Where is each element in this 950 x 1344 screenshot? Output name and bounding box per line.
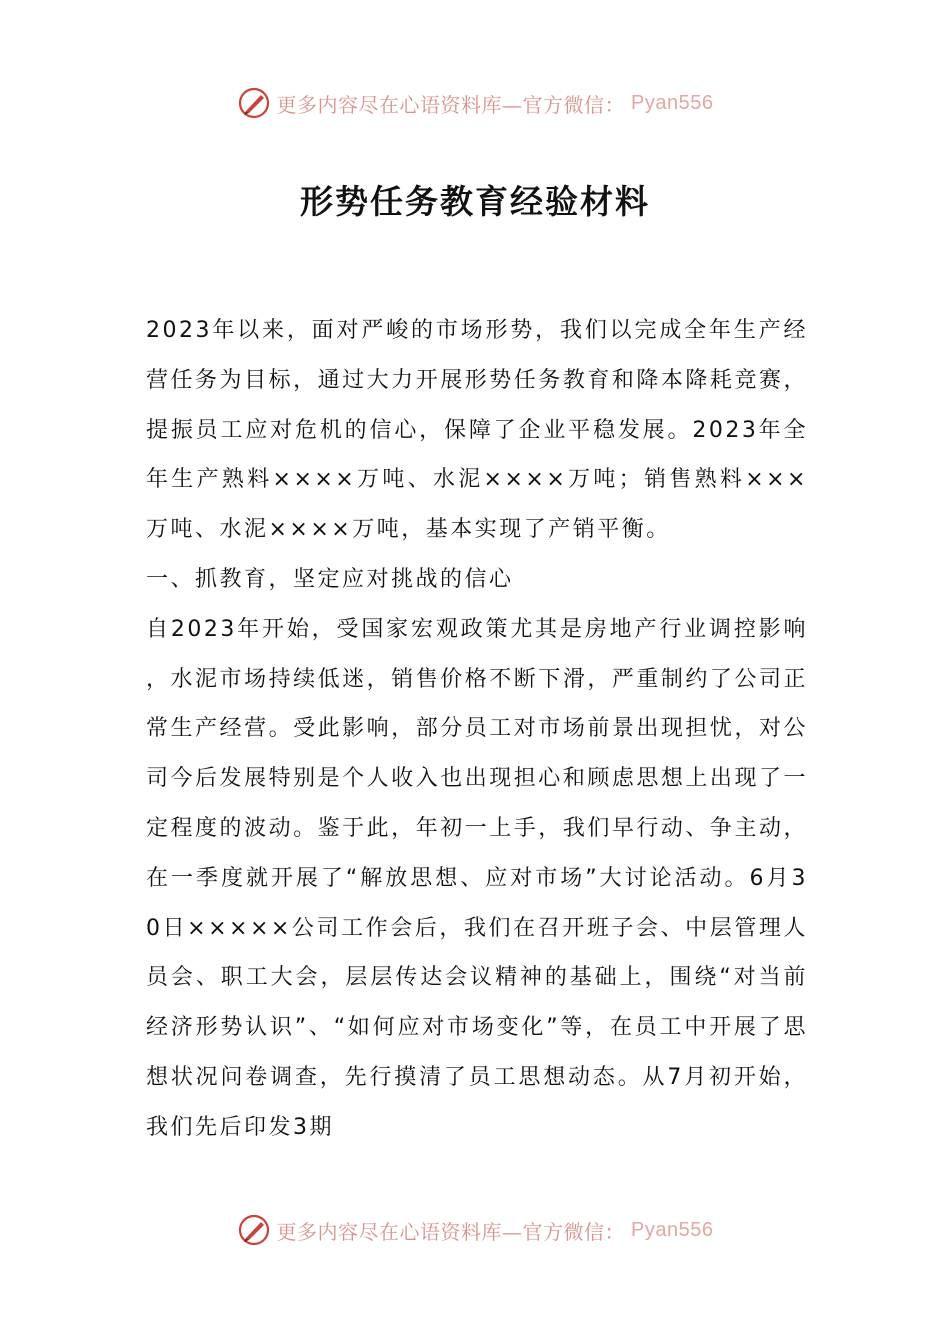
document-body <box>146 306 808 1153</box>
watermark-wechat-id: Pyan556 <box>631 1218 714 1241</box>
pen-logo-icon <box>237 1213 271 1247</box>
watermark-text: 更多内容尽在心语资料库—官方微信： <box>276 92 626 117</box>
footer-watermark <box>0 1210 950 1250</box>
pen-logo-icon <box>237 86 271 120</box>
body-paragraph: 自2023年开始，受国家宏观政策尤其是房地产行业调控影响，水泥市场持续低迷，销售价格不断下滑，严重制约了公司正常生产经营。受此影响，部分员工对市场前景出现担忧，对公司今后发展特别是个人收入也出现担心和顾虑思想上出现了一定程度的波动。鉴于此，年初一上手，我们早行动、争主动，在一季度就开展了“解放思想、应对市场”大讨论活动。6月30日×××××公司工作会后，我们在召开班子会、中层管理人员会、职工大会，层层传达会议精神的基础上，围绕“对当前经济形势认识”、“如何应对市场变化”等，在员工中开展了思想状况问卷调查，先行摸清了员工思想动态。从7月初开始，我们先后印发3期 <box>146 616 808 1140</box>
watermark-text: 更多内容尽在心语资料库—官方微信： <box>276 1219 626 1244</box>
watermark-wechat-id: Pyan556 <box>631 91 714 114</box>
document-title: 形势任务教育经验材料 <box>300 182 650 221</box>
header-watermark <box>0 83 950 123</box>
intro-paragraph: 2023年以来，面对严峻的市场形势，我们以完成全年生产经营任务为目标，通过大力开展形势任务教育和降本降耗竞赛，提振员工应对危机的信心，保障了企业平稳发展。2023年全年生产熟料××××万吨、水泥××××万吨；销售熟料×××万吨、水泥××××万吨，基本实现了产销平衡。 <box>146 318 808 543</box>
section-heading: 一、抓教育，坚定应对挑战的信心 <box>146 566 514 592</box>
